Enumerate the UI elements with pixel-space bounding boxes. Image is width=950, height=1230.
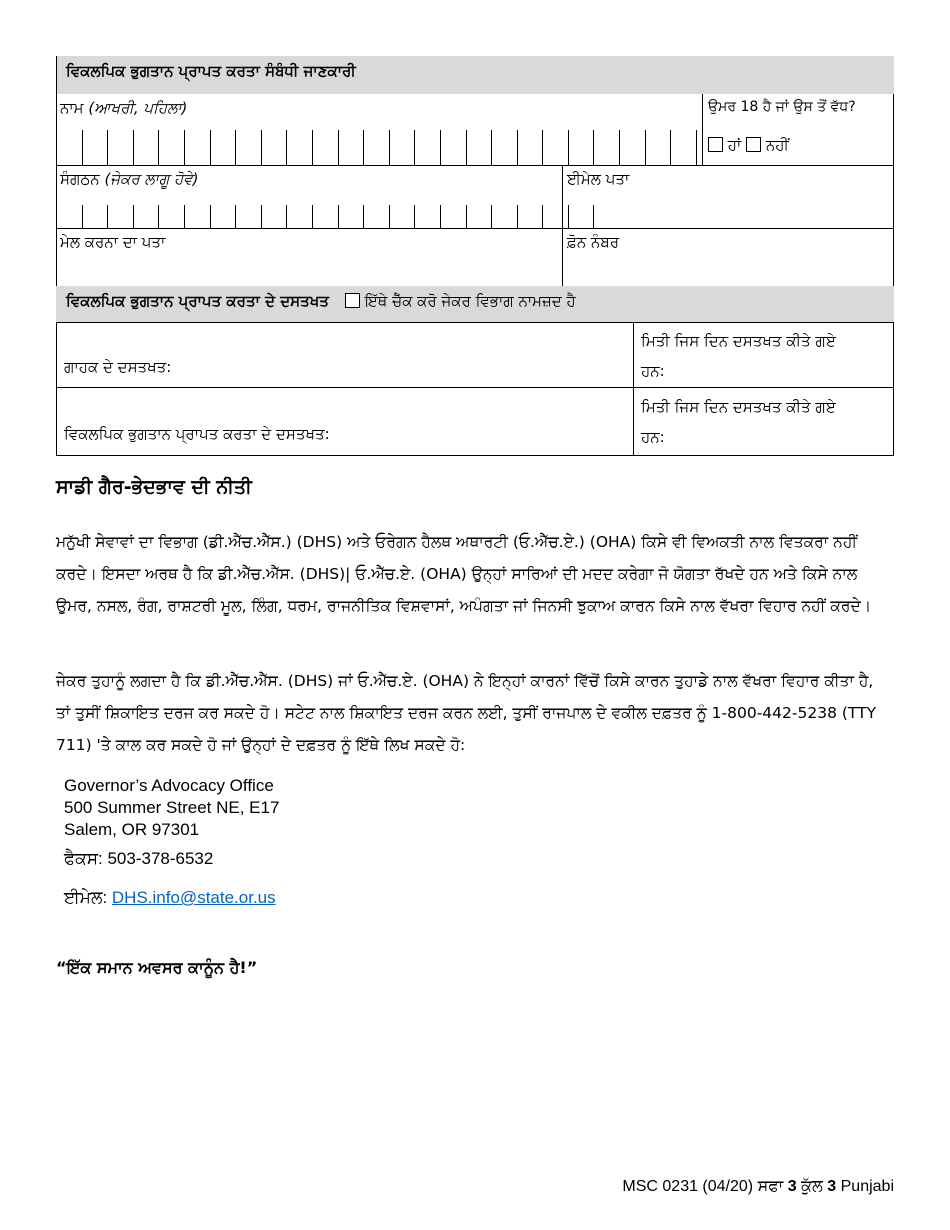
- page-word: ਸਫਾ: [757, 1178, 784, 1195]
- age-question: ਉਮਰ 18 ਹੈ ਜਾਂ ਉਸ ਤੋਂ ਵੱਧ?: [708, 99, 856, 115]
- age-no-checkbox[interactable]: [746, 137, 761, 152]
- row-divider: [56, 228, 894, 229]
- age-yes-checkbox[interactable]: [708, 137, 723, 152]
- policy-paragraph-2: ਜੇਕਰ ਤੁਹਾਨੂੰ ਲਗਦਾ ਹੈ ਕਿ ਡੀ.ਐੱਚ.ਐੱਸ. (DHS) ਜਾਂ ਓ.ਐੱਚ.ਏ. (OHA) ਨੇ ਇਨ੍ਹਾਂ ਕਾਰਨਾਂ ਵਿੱਚੋਂ ਕਿਸੇ ਕਾਰਨ ਤੁਹਾਡੇ ਨਾਲ ਵੱਖਰਾ ਵਿਹਾਰ ਕੀਤਾ ਹੈ, ਤਾਂ ਤੁਸੀਂ ਸ਼ਿਕਾਇਤ ਦਰਜ ਕਰ ਸਕਦੇ ਹੋ। ਸਟੇਟ ਨਾਲ ਸ਼ਿਕਾਇਤ ਦਰਜ ਕਰਨ ਲਈ, ਤੁਸੀਂ ਰਾਜਪਾਲ ਦੇ ਵਕੀਲ ਦਫ਼ਤਰ ਨੂੰ 1-800-442-5238 (TTY 711) 'ਤੇ ਕਾਲ ਕਰ ਸਕਦੇ ਹੋ ਜਾਂ ਉਨ੍ਹਾਂ ਦੇ ਦਫ਼ਤਰ ਨੂੰ ਇੱਥੇ ਲਿਖ ਸਕਦੇ ਹੋ:: [56, 672, 877, 754]
- form-id: MSC 0231 (04/20): [622, 1178, 754, 1195]
- policy-paragraph-1: ਮਨੁੱਖੀ ਸੇਵਾਵਾਂ ਦਾ ਵਿਭਾਗ (ਡੀ.ਐੱਚ.ਐੱਸ.) (DHS) ਅਤੇ ਓਰੇਗਨ ਹੈਲਥ ਅਥਾਰਟੀ (ਓ.ਐੱਚ.ਏ.) (OHA) ਕਿਸੇ ਵੀ ਵਿਅਕਤੀ ਨਾਲ ਵਿਤਕਰਾ ਨਹੀਂ ਕਰਦੇ। ਇਸਦਾ ਅਰਥ ਹੈ ਕਿ ਡੀ.ਐੱਚ.ਐੱਸ. (DHS)| ਓ.ਐੱਚ.ਏ. (OHA) ਉਨ੍ਹਾਂ ਸਾਰਿਆਂ ਦੀ ਮਦਦ ਕਰੇਗਾ ਜੋ ਯੋਗਤਾ ਰੱਖਦੇ ਹਨ ਅਤੇ ਕਿਸੇ ਨਾਲ ਉਮਰ, ਨਸਲ, ਰੰਗ, ਰਾਸ਼ਟਰੀ ਮੂਲ, ਲਿੰਗ, ਧਰਮ, ਰਾਜਨੀਤਿਕ ਵਿਸ਼ਵਾਸਾਂ, ਅਪੰਗਤਾ ਜਾਂ ਜਿਨਸੀ ਝੁਕਾਅ ਕਾਰਨ ਕਿਸੇ ਨਾਲ ਵੱਖਰਾ ਵਿਹਾਰ ਨਹੀਂ ਕਰਦੇ।: [56, 533, 872, 615]
- client-signature-label: ਗਾਹਕ ਦੇ ਦਸਤਖਤ:: [64, 358, 172, 376]
- policy-heading: ਸਾਡੀ ਗੈਰ-ਭੇਦਭਾਵ ਦੀ ਨੀਤੀ: [56, 476, 252, 498]
- fax-number: ਫੈਕਸ: 503-378-6532: [64, 849, 214, 868]
- name-hint: (ਆਖਰੀ, ਪਹਿਲਾ): [88, 99, 188, 117]
- dept-check-label: ਇੱਥੇ ਚੈੱਕ ਕਰੋ ਜੇਕਰ ਵਿਭਾਗ ਨਾਮਜ਼ਦ ਹੈ: [364, 292, 576, 310]
- email-label: ਈਮੇਲ ਪਤਾ: [567, 170, 630, 188]
- org-label: ਸੰਗਠਨ (ਜੇਕਰ ਲਾਗੂ ਹੋਵੇ): [60, 170, 199, 188]
- payee-section-title: ਵਿਕਲਪਿਕ ਭੁਗਤਾਨ ਪ੍ਰਾਪਤ ਕਰਤਾ ਸੰਬੰਧੀ ਜਾਣਕਾਰੀ: [66, 62, 356, 80]
- total-pages: 3: [827, 1178, 837, 1195]
- payee-date-field[interactable]: [634, 388, 893, 455]
- org-input[interactable]: [56, 205, 619, 228]
- address-line-1: Governor’s Advocacy Office: [64, 776, 274, 795]
- phone-label: ਫ਼ੋਨ ਨੰਬਰ: [567, 233, 620, 251]
- age-divider: [702, 94, 703, 166]
- client-date-label: ਮਿਤੀ ਜਿਸ ਦਿਨ ਦਸਤਖਤ ਕੀਤੇ ਗਏ ਹਨ:: [641, 332, 836, 380]
- name-input[interactable]: [56, 130, 721, 166]
- email-prefix: ਈਮੇਲ:: [64, 888, 112, 907]
- client-date-field[interactable]: [634, 323, 893, 387]
- age-yes-label: ਹਾਂ: [727, 136, 742, 154]
- dept-checkbox[interactable]: [345, 293, 360, 308]
- mailing-address: [64, 775, 279, 841]
- mail-address-label: ਮੇਲ ਕਰਨਾ ਦਾ ਪਤਾ: [60, 233, 166, 251]
- address-line-3: Salem, OR 97301: [64, 820, 200, 839]
- language: Punjabi: [840, 1178, 894, 1195]
- email-line: [64, 887, 276, 909]
- client-signature-field[interactable]: [57, 323, 633, 387]
- form-bottom-border: [56, 455, 894, 456]
- phone-input[interactable]: [563, 251, 893, 286]
- age-no-label: ਨਹੀਂ: [765, 136, 789, 154]
- page-number: 3: [787, 1178, 797, 1195]
- age-options: [708, 136, 789, 154]
- payee-form: [56, 56, 894, 456]
- signature-section-title: ਵਿਕਲਪਿਕ ਭੁਗਤਾਨ ਪ੍ਰਾਪਤ ਕਰਤਾ ਦੇ ਦਸਤਖਤ: [66, 292, 329, 310]
- org-hint: (ਜੇਕਰ ਲਾਗੂ ਹੋਵੇ): [104, 170, 199, 188]
- mail-address-input[interactable]: [57, 251, 562, 286]
- page-footer: [622, 1178, 894, 1196]
- signature-section-header: [56, 286, 894, 322]
- row-divider: [56, 165, 894, 166]
- payee-section-header: [56, 56, 894, 94]
- slogan: “ਇੱਕ ਸਮਾਨ ਅਵਸਰ ਕਾਨੂੰਨ ਹੈ!”: [56, 958, 258, 977]
- email-link[interactable]: DHS.info@state.or.us: [111, 888, 276, 907]
- total-word: ਕੁੱਲ: [801, 1178, 823, 1195]
- payee-signature-label: ਵਿਕਲਪਿਕ ਭੁਗਤਾਨ ਪ੍ਰਾਪਤ ਕਰਤਾ ਦੇ ਦਸਤਖਤ:: [64, 425, 330, 443]
- address-line-2: 500 Summer Street NE, E17: [64, 798, 280, 817]
- name-label: ਨਾਮ (ਆਖਰੀ, ਪਹਿਲਾ): [60, 99, 188, 117]
- form-right-border: [893, 94, 894, 456]
- email-input[interactable]: [563, 186, 893, 228]
- payee-signature-field[interactable]: [57, 388, 633, 455]
- payee-date-label: ਮਿਤੀ ਜਿਸ ਦਿਨ ਦਸਤਖਤ ਕੀਤੇ ਗਏ ਹਨ:: [641, 398, 836, 446]
